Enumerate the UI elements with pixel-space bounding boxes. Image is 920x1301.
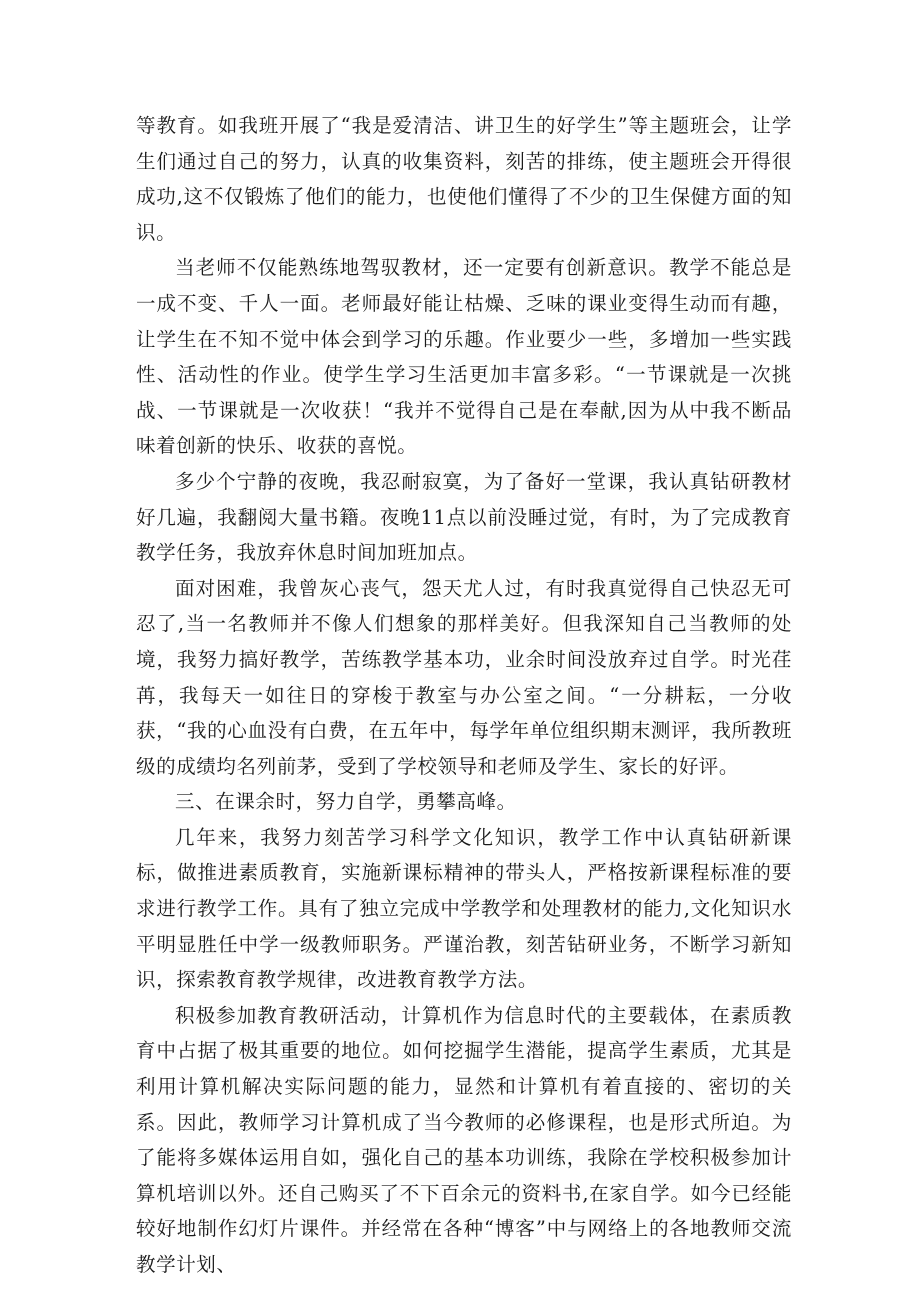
paragraph-innovation: 当老师不仅能熟练地驾驭教材，还一定要有创新意识。教学不能总是一成不变、千人一面。老师最好能让枯燥、乏味的课业变得生动而有趣，让学生在不知不觉中体会到学习的乐趣。作业要少一些，多增加一些实践性、活动性的作业。使学生学习生活更加丰富多彩。“一节课就是一次挑战、一节课就是一次收获！“我并不觉得自己是在奉献,因为从中我不断品味着创新的快乐、收获的喜悦。 [136,256,792,458]
paragraph-study-years: 几年来，我努力刻苦学习科学文化知识，教学工作中认真钻研新课标，做推进素质教育，实施新课标精神的带头人，严格按新课程标准的要求进行教学工作。具有了独立完成中学教学和处理教材的能力,文化知识水平明显胜任中学一级教师职务。严谨治教，刻苦钻研业务，不断学习新知识，探索教育教学规律，改进教育教学方法。 [136,825,792,992]
section-heading-self-study: 三、在课余时，努力自学，勇攀高峰。 [175,790,517,814]
paragraph-difficulties: 面对困难，我曾灰心丧气，怨天尤人过，有时我真觉得自己快忍无可忍了,当一名教师并不像人们想象的那样美好。但我深知自己当教师的处境，我努力搞好教学，苦练教学基本功，业余时间没放弃过自学。时光荏苒，我每天一如往日的穿梭于教室与办公室之间。“一分耕耘，一分收获，“我的心血没有白费，在五年中，每学年单位组织期末测评，我所教班级的成绩均名列前茅，受到了学校领导和老师及学生、家长的好评。 [136,576,792,778]
document-body [136,108,792,1283]
paragraph-quiet-nights: 多少个宁静的夜晚，我忍耐寂寞，为了备好一堂课，我认真钻研教材好几遍，我翻阅大量书籍。夜晚11点以前没睡过觉，有时，为了完成教育教学任务，我放弃休息时间加班加点。 [136,469,792,565]
paragraph-continuation: 等教育。如我班开展了“我是爱清洁、讲卫生的好学生”等主题班会，让学生们通过自己的努力，认真的收集资料，刻苦的排练，使主题班会开得很成功,这不仅锻炼了他们的能力，也使他们懂得了不少的卫生保健方面的知识。 [136,114,792,244]
paragraph-computer-learning: 积极参加教育教研活动，计算机作为信息时代的主要载体，在素质教育中占据了极其重要的地位。如何挖掘学生潜能，提高学生素质，尤其是利用计算机解决实际问题的能力，显然和计算机有着直接的、密切的关系。因此，教师学习计算机成了当今教师的必修课程，也是形式所迫。为了能将多媒体运用自如，强化自己的基本功训练，我除在学校积极参加计算机培训以外。还自己购买了不下百余元的资料书,在家自学。如今已经能较好地制作幻灯片课件。并经常在各种“博客”中与网络上的各地教师交流教学计划、 [136,1003,792,1276]
